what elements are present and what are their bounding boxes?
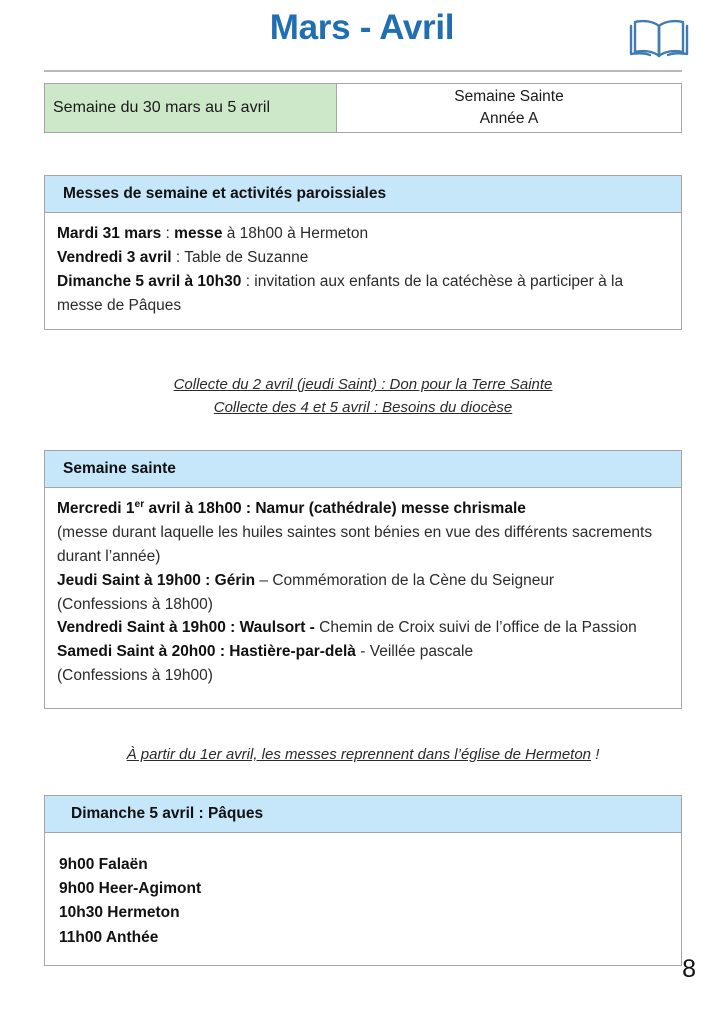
- section-holy-week: [44, 450, 682, 709]
- mass-entry: [57, 246, 671, 270]
- entry-detail: - Veillée pascale: [355, 643, 474, 661]
- entry-keyword: messe: [174, 225, 223, 242]
- entry-detail: – Commémoration de la Cène du Seigneur: [255, 571, 555, 589]
- entry-lead: Samedi Saint à 20h00 : Hastière-par-delà: [57, 643, 356, 661]
- mass-entry: [57, 640, 671, 664]
- liturgical-year: Année A: [479, 110, 539, 127]
- entry-lead: Jeudi Saint à 19h00 : Gérin: [57, 571, 256, 589]
- entry-detail: : Table de Suzanne: [171, 248, 309, 266]
- list-item: 9h00 Falaën: [59, 856, 148, 873]
- list-item: 10h30 Hermeton: [59, 904, 180, 922]
- collection-note-line2: Collecte des 4 et 5 avril : Besoins du diocèse: [213, 398, 513, 416]
- easter-mass-list: [59, 853, 671, 950]
- entry-lead: [57, 500, 526, 517]
- entry-lead: Dimanche 5 avril à 10h30: [57, 272, 242, 290]
- entry-lead: Mardi 31 mars: [57, 225, 162, 242]
- section-weekday-masses-heading: Messes de semaine et activités paroissiales: [44, 175, 682, 212]
- week-range-cell: Semaine du 30 mars au 5 avril: [45, 84, 337, 132]
- liturgical-season: Semaine Sainte: [454, 87, 564, 105]
- section-weekday-masses: [44, 175, 682, 330]
- entry-detail: à 18h00 à Hermeton: [222, 225, 369, 242]
- hermeton-note-suffix: !: [591, 746, 600, 763]
- mass-entry: [57, 222, 671, 246]
- ordinal-suffix: er: [134, 499, 145, 510]
- page-header: [0, 0, 724, 70]
- page-title: Mars - Avril: [269, 8, 455, 47]
- list-item: 11h00 Anthée: [59, 928, 159, 946]
- section-holy-week-heading: Semaine sainte: [44, 450, 682, 487]
- section-easter-heading: Dimanche 5 avril : Pâques: [44, 795, 682, 832]
- week-header-table: [44, 83, 682, 133]
- hermeton-note-underlined: À partir du 1er avril, les messes reprennent dans l’église de Hermeton: [126, 746, 592, 763]
- liturgical-cell: [337, 84, 681, 132]
- section-easter: [44, 795, 682, 966]
- mass-entry: [57, 616, 671, 640]
- collection-note: [44, 374, 682, 419]
- entry-lead-text: Mercredi 1: [57, 500, 135, 518]
- mass-entry: [57, 270, 671, 318]
- entry-lead: Vendredi Saint à 19h00 : Waulsort -: [57, 619, 315, 637]
- entry-lead-tail: avril à 18h00 : Namur (cathédrale) messe chrismale: [144, 500, 526, 518]
- page-number: 8: [682, 955, 696, 983]
- mass-entry: [57, 569, 671, 593]
- hermeton-note: [44, 744, 682, 767]
- section-holy-week-body: [44, 487, 682, 709]
- open-book-icon: [626, 16, 692, 62]
- entry-separator: :: [161, 225, 175, 242]
- collection-note-line1: Collecte du 2 avril (jeudi Saint) : Don pour la Terre Sainte: [173, 376, 553, 393]
- entry-detail: Chemin de Croix suivi de l’office de la Passion: [314, 619, 637, 637]
- entry-detail: : invitation aux enfants de la catéchèse à participer à la messe de Pâques: [57, 272, 624, 314]
- mass-note: (messe durant laquelle les huiles saintes sont bénies en vue des différents sacrements durant l’année): [57, 524, 653, 565]
- list-item: 9h00 Heer-Agimont: [59, 880, 202, 898]
- header-divider: [44, 70, 682, 72]
- mass-note: (Confessions à 18h00): [57, 595, 213, 613]
- mass-note: (Confessions à 19h00): [57, 667, 213, 685]
- section-weekday-masses-body: [44, 212, 682, 330]
- section-easter-body: [44, 832, 682, 966]
- entry-lead: Vendredi 3 avril: [57, 248, 172, 266]
- mass-entry: [57, 497, 671, 521]
